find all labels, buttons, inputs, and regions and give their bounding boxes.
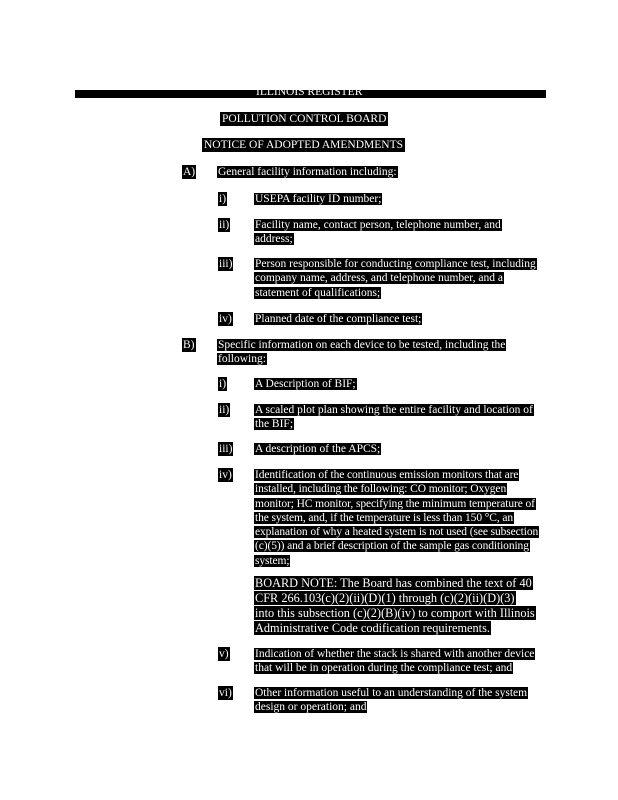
a-ii-label: ii) <box>219 219 230 231</box>
b-ii-text: A scaled plot plan showing the entire facility and location of the BIF; <box>255 404 533 431</box>
b-iii-text: A description of the APCS; <box>255 443 381 455</box>
section-a-label: A) <box>183 166 196 178</box>
a-iii-label: iii) <box>219 258 233 270</box>
a-i-label: i) <box>219 193 227 205</box>
section-b-label: B) <box>183 339 195 351</box>
b-ii-label: ii) <box>219 404 230 416</box>
a-i-text: USEPA facility ID number; <box>255 193 382 205</box>
a-iv-label: iv) <box>219 313 232 325</box>
a-ii-text: Facility name, contact person, telephone number, and address; <box>255 219 501 246</box>
a-iv-text: Planned date of the compliance test; <box>255 313 422 325</box>
b-iii-label: iii) <box>219 443 233 455</box>
b-i-label: i) <box>219 378 227 390</box>
b-vi-label: vi) <box>219 687 232 699</box>
b-v-text: Indication of whether the stack is shared with another device that will be in operation during the compliance test; and <box>255 648 535 675</box>
section-b-text: Specific information on each device to be tested, including the following: <box>218 339 506 366</box>
board-title: POLLUTION CONTROL BOARD <box>222 113 387 125</box>
b-v-label: v) <box>219 648 229 660</box>
b-vi-text: Other information useful to an understanding of the system design or operation; and <box>255 687 528 714</box>
b-iv-label: iv) <box>219 469 232 481</box>
b-iv-text: Identification of the continuous emission monitors that are installed, including the following: CO monitor; Oxygen monitor; HC monitor, specifying the minimum temperature of the system, and, if the temperature is less than 150 °C, an explanation of why a heated system is not used (see subsection (c)(5)) and a brief description of the sample gas conditioning system; <box>255 469 539 567</box>
notice-title: NOTICE OF ADOPTED AMENDMENTS <box>204 139 404 151</box>
section-a-text: General facility information including: <box>218 166 397 178</box>
register-title: ILLINOIS REGISTER <box>256 86 363 98</box>
b-i-text: A Description of BIF; <box>255 378 356 390</box>
a-iii-text: Person responsible for conducting compliance test, including company name, address, and telephone number, and a statement of qualifications; <box>255 258 536 299</box>
board-note: BOARD NOTE: The Board has combined the text of 40 CFR 266.103(c)(2)(ii)(D)(1) through (c)(2)(ii)(D)(3) into this subsection (c)(2)(B)(iv) to comport with Illinois Administrative Code codification requirements. <box>255 576 535 635</box>
